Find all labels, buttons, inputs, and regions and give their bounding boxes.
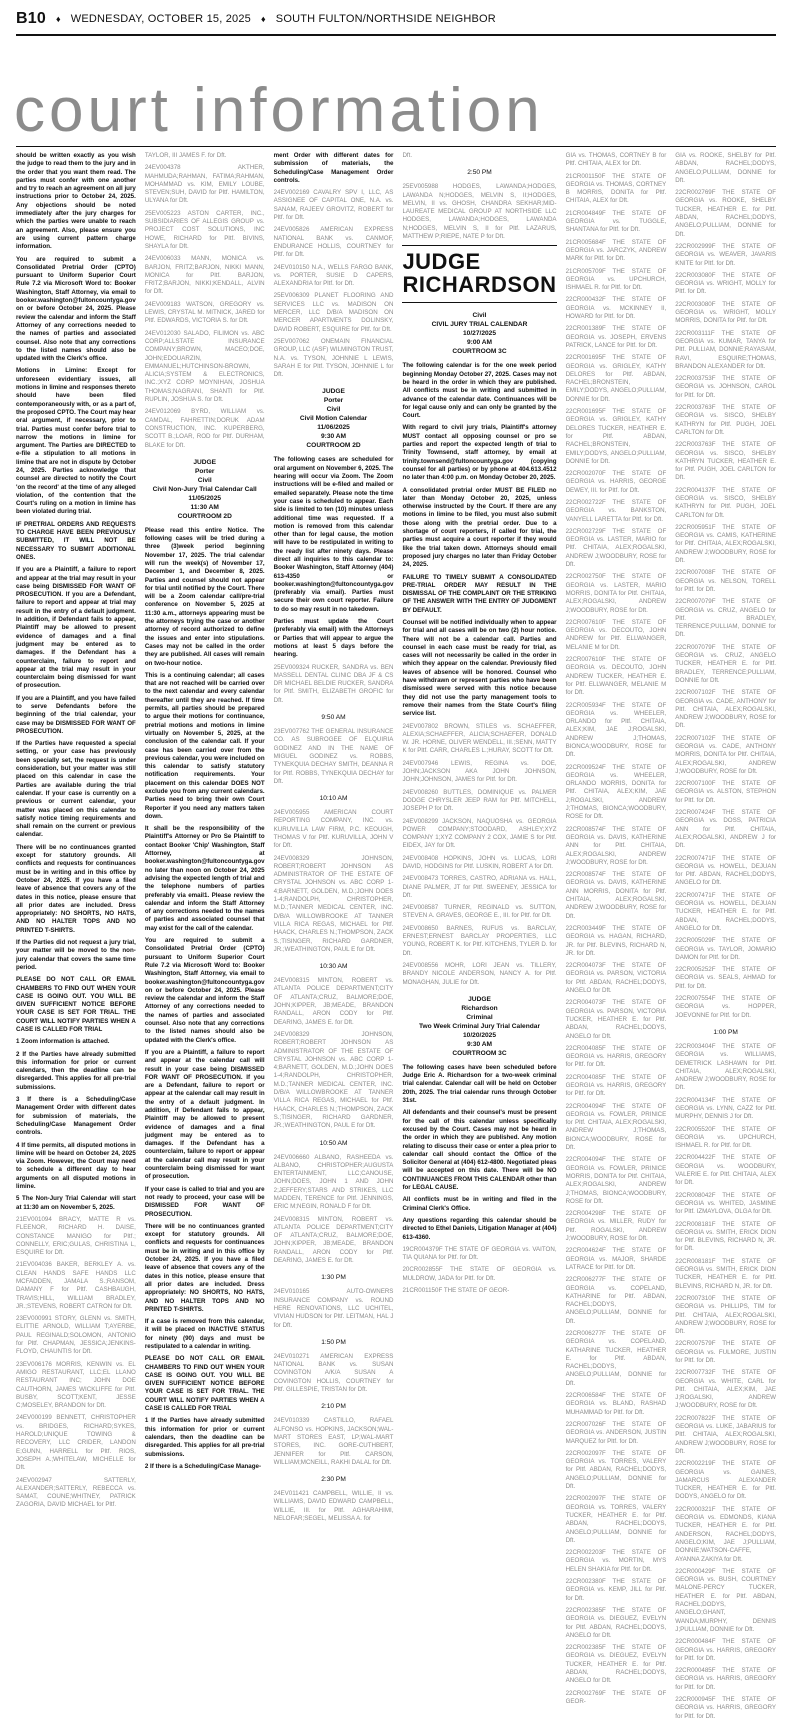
case-entry: 24EV005826 AMERICAN EXPRESS NATIONAL BANK vs. CANMOF, ENDURANCE HOLLIS, COURTNEY for Pltf. for Dft. — [273, 226, 394, 259]
paragraph: The following calendar is for the one week period beginning Monday October 27, 2025. Cases may not be heard in the order in which they are published. All conflicts must be in writing and submitted in advance of the calendar date. Continuances will be for legal cause only and can only be granted by the Court. — [402, 362, 557, 420]
case-entry: 25EV009324 RUCKER, SANDRA vs. BEN MASSELL DENTAL CLINIC DBA JF & CS DR MICHAEL BELDIE RUCKER, SANDRA for Pltf. SMITH, ELIZABETH GROFIC for Dft. — [273, 663, 394, 704]
paragraph: You are required to submit a Consolidated Pretrial Order (CPTO) pursuant to Uniform Superior Court Rule 7.2 via Microsoft Word to: Booker Washington, Staff Attorney, via email to booker.washington@fultoncountyga.gov on or before October 24, 2025. Please review the calendar and inform the Staff Attorney of any corrections needed to the names of parties and associated counsel. Also note that any corrections to the listed names should also be updated with the Clerk's office. — [144, 937, 265, 1044]
time-slot: 10:10 AM — [319, 795, 348, 803]
column-1 — [16, 152, 136, 1578]
case-entry: 22CR004085F THE STATE OF GEORGIA vs. HARRIS, GREGORY for Pltf. for Dft. — [565, 1044, 667, 1069]
calendar-heading: Civil CIVIL JURY TRIAL CALENDAR 10/27/2025 9:00 AM COURTROOM 3C — [431, 312, 528, 356]
case-entry: 21CR005709F THE STATE OF GEORGIA vs. UPCHURCH, ISHMAEL R. for Pltf. for Dft. — [565, 267, 667, 292]
case-entry: 22CR000945F THE STATE OF GEORGIA vs. HARRIS, GREGORY for Pltf. for Dft. — [675, 1695, 776, 1720]
case-entry: 22CR007100F THE STATE OF GEORGIA vs. ALSTON, STEPHON for Pltf. for Dft. — [675, 780, 776, 804]
case-entry: 22CR004094F THE STATE OF GEORGIA vs. FOWLER, PRINICE MORRIS, DONITA for Pltf. CHITAIA, ALEX;ROGALSKI, ANDREW J;THOMAS, BIONCA;WOODBURY, ROSE for Dft. — [565, 1156, 667, 1205]
paragraph: 1 If the Parties have already submitted this information for prior or current calendars, then the deadline can be disregarded. This applies for all pre-trial submissions. — [144, 1417, 265, 1458]
case-entry: 22CR001389F THE STATE OF GEORGIA vs. JOSEPH, ERVENS PATRICK, LANCE for Pltf. for Dft. — [565, 325, 667, 349]
case-entry: 22CR007554F THE STATE OF GEORGIA vs. HOPPER, JOEVONNE for Pltf. for Dft. — [675, 995, 776, 1019]
case-entry: 22CR007102F THE STATE OF GEORGIA vs. CADE, ANTHONY MORRIS, DONITA for Pltf. CHITAIA, ALEX;ROGALSKI, ANDREW J;WOODBURY, ROSE for Dft. — [675, 734, 776, 775]
paragraph: If you are a Plaintiff, a failure to report and appear at the trial may result in your case being DISMISSED FOR WANT OF PROSECUTION. If you are a Defendant, failure to report and appear at trial may result in the entry of a default judgment. In addition, if Defendant fails to appear, Plaintiff may be allowed to present evidence of damages and a final judgment may be entered as to damages. If the Defendant has a counterclaim, failure to report and appear at the trial may result in your counterclaim being dismissed for want of prosecution. — [16, 566, 136, 690]
case-entry: 24EV008329 JOHNSON, ROBERT;ROBERT JOHNSON AS ADMINISTRATOR OF THE ESTATE OF CRYSTAL JOHNSON vs. ABC CORP 1-4;BARNETT, GOLDEN, M.D.;JOHN DOES 1-4;RANDOLPH, CHRISTOPHER, M.D.;TANNER MEDICAL CENTER, INC. D/B/A WILLOWBROOKE AT TANNER VILLA RICA REGAS, MICHAEL for Pltf. HAACK, CHARLES N.;THOMPSON, ZACK S.;TISINGER, RICHARD GARDNER, JR.;WEATHINGTON, PAUL E for Dft. — [273, 1030, 394, 1130]
case-entry: 24EV008473 TORRES, CASTRO, ADRIANA vs. HALL, DIANE PALMER, JT for Pltf. SWEENEY, JESSICA for Dft. — [402, 875, 557, 899]
case-entry: 22CR002722F THE STATE OF GEORGIA vs. BANKSTON, VANYELL LARETTA for Pltf. for Dft. — [565, 498, 667, 523]
paragraph: All conflicts must be in writing and filed in the Criminal Clerk's Office. — [402, 1196, 557, 1212]
case-entry: 22CR000321F THE STATE OF GEORGIA vs. EDMONDS, KIANA TUCKER, HEATHER E. for Pltf. ANDERSON, RACHEL;DODYS, ANGELO;KIM, JAE J;PULLIAM, DONNIE;WATSON-CAFFE, AYANNA ZAKIYA for Dft. — [675, 1505, 776, 1563]
case-entry: 22CR002203F THE STATE OF GEORGIA vs. MORTIN, MYS HELEN SHAKIA for Pltf. for Dft. — [565, 1549, 667, 1573]
case-entry: 24EV012069 BYRD, WILLIAM vs. CAMDAL, FAHRETTIN;DORUK ADAM CONSTRUCTION, INC. KUPERBERG, SCOTT B.;LOAR, ROD for Pltf. DURHAM, BLAKE for Dft. — [144, 408, 265, 449]
case-entry: 22CR007610F THE STATE OF GEORGIA vs. DECOUTO, JOHN ANDREW TUCKER, HEATHER E. for Pltf. ELLWANGER, MELANIE M for Dft. — [565, 656, 667, 697]
paragraph: Motions in Limine: Except for unforeseen evidentiary issues, all motions in limine and responses thereto should have been filed contemporaneously with, or as a part of, the proposed CPTO. The Court may hear oral argument, if necessary, prior to trial. Parties must confer before trial to narrow the motions in limine for argument. The Parties are DIRECTED to e-file a stipulation to all motions in limine that are not in dispute by October 24, 2025. Parties acknowledge that counsel are directed to notify the Court 'on the record' at the time of any alleged violation, of the contention that the Court's ruling on a motion in limine has been violated during trial. — [16, 367, 136, 516]
case-entry: 22CR008574F THE STATE OF GEORGIA vs. DAVIS, KATHERINE ANN MORRIS, DONITA for Pltf. CHITAIA, ALEX;ROGALSKI, ANDREW J;WOODBURY, ROSE for Dft. — [565, 871, 667, 920]
time-slot: 1:00 PM — [713, 1028, 738, 1036]
paragraph: 4 If time permits, all disputed motions in limine will be heard on October 24, 2025 via Zoom. However, the Court may need to schedule a different day to hear arguments on all disputed motions in limine. — [16, 1141, 136, 1191]
case-entry: 21CR005684F THE STATE OF GEORGIA vs. JARCZYK, ANDREW MARK for Pltf. for Dft. — [565, 238, 667, 263]
case-entry: 22CR002385F THE STATE OF GEORGIA vs. DIEGUEZ, EVELYN TUCKER, HEATHER E. for Pltf. ABDAN, RACHEL;DODYS, ANGELO for Dft. — [565, 1644, 667, 1685]
case-entry: 22CR004137F THE STATE OF GEORGIA vs. SISCO, SHELBY KATHRYN for Pltf. PUGH, JOEL CARLTON for Dft. — [675, 486, 776, 519]
case-entry: 22CR009524F THE STATE OF GEORGIA vs. WHEELER, ORLANDO MORRIS, DONITA for Pltf. CHITAIA, ALEX;KIM, JAE J;ROGALSKI, ANDREW J;THOMAS, BIONCA;WOODBURY, ROSE for Dft. — [565, 763, 667, 821]
case-entry: 22CR007026F THE STATE OF GEORGIA vs. ANDERSON, JUSTIN MARQUEZ for Pltf. for Dft. — [565, 1420, 667, 1445]
case-entry: 22CR004624F THE STATE OF GEORGIA vs. MAJOR, SHARDE LATRACE for Pltf. for Dft. — [565, 1247, 667, 1271]
case-entry: 22CR008181F THE STATE OF GEORGIA vs. SMITH, ERICK DION for Pltf. BLEVINS, RICHARD N, JR. for Dft. — [675, 1220, 776, 1253]
case-entry: 24EV008299 JACKSON, NAQUOSHA vs. GEORGIA POWER COMPANY;STOODARD, ASHLEY;XYZ COMPANY 1;XYZ COMPANY 2 COX, JAMIE S for Pltf. EIDEX, JAY for Dft. — [402, 817, 557, 850]
paragraph: This is a continuing calendar; all cases that are not reached will be carried over to the next calendar and every calendar thereafter until they are reached. If time permits, all parties should be prepared to argue their motions for continuance, pretrial motions and motions in limine virtually on November 5, 2025, at the conclusion of the calendar call. If your case has been carried over from the previous calendar, you were included on this calendar to satisfy statutory notification requirements. Your placement on this calendar DOES NOT exclude you from any current calendars. Parties need to bring their own Court Reporter if you need any matters taken down. — [144, 671, 265, 820]
case-entry: 24EV010339 CASTILLO, RAFAEL ALFONSO vs. HOPKINS, JACKSON;WAL-MART STORES EAST, LP;WAL-MART STORES, INC. GORE-CUTHBERT, JENNIFER for Pltf. CARSON, WILLIAM;MCNEILL, RAKHI DALAL for Dft. — [273, 1417, 394, 1466]
case-entry: 24EV006660 ALBANO, RASHEEDA vs. ALBANO, CHRISTOPHER;AUGUSTA ENTERTAINMENT, LLC;CANOUSE, JOHN;DOES, JOHN 1 AND JOHN 2;JEFFERY;STARS AND STRIKES, LLC MADDEN, TERENCE for Pltf. JENNINGS, ERIC M;NEGIN, RONALD F for Dft. — [273, 1153, 394, 1211]
case-entry: 22CR006277F THE STATE OF GEORGIA vs. COPELAND, KATHARINE TUCKER, HEATHER E. for Pltf. ABDAN, RACHEL;DODYS, ANGELO;PULLIAM, DONNIE for Dft. — [565, 1330, 667, 1387]
paragraph: Please read this entire Notice. The following cases will be tried during a three (3)week period beginning November 17, 2025. The trial calendar will run the week(s) of November 17, December 1, and December 8, 2025. Parties and counsel should not appear for trial until notified by the Court. There will be a Zoom calendar call/pre-trial conference on November 5, 2025 at 11:30 a.m., attorneys appearing must be the attorneys trying the case or another attorney of record authorized to define the issues and enter into stipulations. Cases may not be called in the order they are published. All cases will remain on two-hour notice. — [144, 526, 265, 667]
case-entry: 24EV009183 WATSON, GREGORY vs. LEWIS, CRYSTAL M. MITNICK, JARED for Pltf. EDWARDS, VICTORIA S. for Dft. — [144, 300, 265, 325]
case-entry: 25EV005988 HODGES, LAWANDA;HODGES, LAWANDA N;HODGES, MELVIN S, II;HODGES, MELVIN, II vs. GHOSH, CHANDRA SEKHAR;MID-LAUREATE MEDICAL GROUP AT NORTHSIDE LLC HODGES, LAWANDA;HODGES, LAWANDA N;HODGES, MELVIN S, II for Pltf. LAZARUS, MATTHEW P;RIEPE, NATE P for Dft. — [402, 183, 557, 241]
case-entry: 22CR005934F THE STATE OF GEORGIA vs. WHEELER, ORLANDO for Pltf. CHITAIA, ALEX;KIM, JAE J;ROGALSKI, ANDREW J;THOMAS, BIONCA;WOODBURY, ROSE for Dft. — [565, 701, 667, 759]
case-entry: 22CR007424F THE STATE OF GEORGIA vs. DOSS, PATRICIA ANN for Pltf. CHITAIA, ALEX;ROGALSKI, ANDREW J for Dft. — [675, 809, 776, 850]
time-slot: 2:30 PM — [321, 1476, 346, 1484]
paragraph: If you are a Plaintiff, a failure to report and appear at the calendar call will result in your case being DISMISSED FOR WANT OF PROSECUTION. If you are a Defendant, failure to report or appear at the calendar call may result in the entry of a default judgment. In addition, if Defendant fails to appear, Plaintiff may be allowed to present evidence of damages and a final judgment may be entered as to damages. If the Defendant has a counterclaim, failure to report or appear at the calendar call may result in your counterclaim being dismissed for want of prosecution. — [144, 1048, 265, 1181]
calendar-heading: JUDGE Porter Civil Civil Motion Calendar 11/06/2025 9:30 AM COURTROOM 2D — [299, 388, 368, 450]
paragraph: It shall be the responsibility of the Plaintiff's Attorney or Pro Se Plaintiff to contact Booker 'Chip' Washington, Staff Attorney, at booker.washington@fultoncountyga.gov no later than noon on October 24, 2025 advising the expected length of trial and the telephone numbers of parties preferably via email1. Please review the calendar and inform the Staff Attorney of any corrections needed to the names of parties and associated counsel that may exist for the call of the calendar. — [144, 825, 265, 932]
case-entry: 22CR006277F THE STATE OF GEORGIA vs. COPELAND, KATHARINE for Pltf. ABDAN, RACHEL;DODYS, ANGELO;PULLIAM, DONNIE for Dft. — [565, 1276, 667, 1325]
paragraph: ment Order with different dates for submission of materials, the Scheduling/Case Management Order controls. — [273, 152, 394, 184]
case-entry: 24EV008408 HOPKINS, JOHN vs. LUCAS, LORI DAVID, HODGINS for Pltf. LUSKIN, ROBERT A for Dft. — [402, 854, 557, 870]
paragraph: 5 The Non-Jury Trial Calendar will start at 11:30 am on November 5, 2025. — [16, 1195, 136, 1211]
case-entry: 22CR003111F THE STATE OF GEORGIA vs. KUMAR, TANYA for Pltf. PULLIAM, DONNIE;RAYASAM, RAVI, ESQUIRE;THOMAS, BRANDON ALEXANDER for Dft. — [675, 329, 776, 370]
case-entry: 22CR007579F THE STATE OF GEORGIA vs. FULMORE, JUSTIN for Pltf. for Dft. — [675, 1340, 776, 1364]
case-entry: 22CR002097F THE STATE OF GEORGIA vs. TORRES, VALERY for Pltf. ABDAN, RACHEL;DODYS, ANGELO;PULLIAM, DONNIE for Dft. — [565, 1449, 667, 1491]
time-slot: 10:50 AM — [319, 1139, 348, 1147]
case-entry: 24EV002947 SATTERLY, ALEXANDER;SATTERLY, REBECCA vs. SAMAT, COUNE;WHITNEY, PATRICK ZAGORIA, DAVID MICHAEL for Pltf. — [16, 1476, 136, 1509]
case-entry: 22CR005520F THE STATE OF GEORGIA vs. UPCHURCH, ISHMAEL R. for Pltf. for Dft. — [675, 1125, 776, 1150]
case-entry: 22CR002999F THE STATE OF GEORGIA vs. WEAVER, JAVARIS KNITE for Pltf. for Dft. — [675, 242, 776, 267]
case-entry: GIA vs. THOMAS, CORTNEY B for Pltf. CHITAIA, ALEX for Dft. — [565, 152, 667, 168]
case-entry: 22CR004422F THE STATE OF GEORGIA vs. WOODBURY, VALERIE E. for Pltf. CHITAIA, ALEX for Dft. — [675, 1154, 776, 1187]
paragraph: Counsel will be notified individually when to appear for trial and all cases will be on two (2) hour notice. There will not be a calendar call. Parties and counsel in each case must be ready for trial, as cases will not necessarily be called in the order in which they appear on the calendar. Previously filed leaves of absence will be honored. Counsel who have withdrawn or represent parties who have been dismissed were served with this notice because they did not use the party management tools to remove their names from the State Court's filing service list. — [402, 618, 557, 718]
case-entry: 22CR003080F THE STATE OF GEORGIA vs. WRIGHT, MOLLY for Pltf. for Dft. — [675, 271, 776, 296]
case-entry: 22CR005951F THE STATE OF GEORGIA vs. CAMIS, KATHERINE for Pltf. CHITAIA, ALEX;ROGALSKI, ANDREW J;WOODBURY, ROSE for Dft. — [675, 523, 776, 565]
paragraph: If the Parties have requested a special setting, or your case has previously been specially set, the request is under consideration, but your matter was still placed on this calendar in case the Parties are available during the trial calendar. If your case is currently on a previous or current calendar, your matter was placed on this calendar to satisfy notice timing requirements and shall remain on the current or previous calendar. — [16, 740, 136, 839]
case-entry: 22CR000484F THE STATE OF GEORGIA vs. HARRIS, GREGORY for Pltf. for Dft. — [675, 1638, 776, 1662]
paper-name: SOUTH FULTON/NORTHSIDE NEIGHBOR — [275, 13, 496, 25]
case-entry: 24EV011421 CAMPBELL, WILLIE, II vs. WILLIAMS, DAVID EDWARD CAMPBELL, WILLIE, III. for Pltf. AGHARAHIMI, NELOFAR;SEGEL, MELISSA A. for — [273, 1490, 394, 1522]
case-entry: 22CR004073F THE STATE OF GEORGIA vs. PARSON, VICTORIA for Pltf. ABDAN, RACHEL;DODYS, ANGELO for Dft. — [565, 962, 667, 995]
case-entry: 22CR008181F THE STATE OF GEORGIA vs. SMITH, ERICK DION TUCKER, HEATHER E. for Pltf. BLEVINS, RICHARD N, JR. for Dft. — [675, 1257, 776, 1290]
paragraph: PLEASE DO NOT CALL OR EMAIL CHAMBERS TO FIND OUT WHEN YOUR CASE IS GOING OUT. YOU WILL BE GIVEN SUFFICIENT NOTICE BEFORE YOUR CASE IS SET FOR TRIAL. THE COURT WILL NOTIFY PARTIES WHEN A CASE IS CALLED FOR TRIAL — [144, 1355, 265, 1413]
column-5 — [565, 152, 667, 1705]
divider — [402, 245, 556, 246]
case-entry: 25EV005223 ASTON CARTER, INC., SUBSIDIARIES OF ALLEGIS GROUP vs. PROJECT COST SOLUTIONS, INC HOWE, RICHARD for Pltf. BIVINS, SHAYLA for Dft. — [144, 209, 265, 250]
case-entry: 22CR001695F THE STATE OF GEORGIA vs. GRIGLEY, KATHY DELORES TUCKER, HEATHER E. for Pltf. ABDAN, RACHEL;BRONSTEIN, EMILY;DODYS, ANGELO;PULLIAM, DONNIE for Dft. — [565, 408, 667, 465]
case-entry: 22CR002769F THE STATE OF GEORGIA vs. ROOKE, SHELBY TUCKER, HEATHER E. for Pltf. ABDAN, RACHEL;DODYS, ANGELO;PULLIAM, DONNIE for Dft. — [675, 189, 776, 238]
case-entry: 22CR007822F THE STATE OF GEORGIA vs. LUKE, JABARIUS for Pltf. CHITAIA, ALEX;ROGALSKI, ANDREW J;WOODBURY, ROSE for Dft. — [675, 1414, 776, 1455]
case-entry: 22CR002769F THE STATE OF GEOR- — [565, 1689, 667, 1705]
paragraph: PLEASE DO NOT CALL OR EMAIL CHAMBERS TO FIND OUT WHEN YOUR CASE IS GOING OUT. YOU WILL BE GIVEN SUFFICIENT NOTICE BEFORE YOUR CASE IS SET FOR TRIAL. THE COURT WILL NOTIFY PARTIES WHEN A CASE IS CALLED FOR TRIAL — [16, 976, 136, 1033]
case-entry: 22CR006584F THE STATE OF GEORGIA vs. BLAND, RASHAD MUHAMMAD for Pltf. for Dft. — [565, 1392, 667, 1416]
case-entry: 24EV005955 AMERICAN COURT REPORTING COMPANY, INC. vs. KURUVILLA LAW FIRM, P.C. KEOUGH, THOMAS V for Pltf. KURUVILLA, JOHN V for Dft. — [273, 809, 394, 850]
case-entry: 22CR007008F THE STATE OF GEORGIA vs. NELSON, TORELL for Pltf. for Dft. — [675, 569, 776, 593]
title-rule — [16, 146, 776, 147]
case-entry: 24EV008260 BUTTLES, DOMINIQUE vs. PALMER DODGE CHRYSLER JEEP RAM for Pltf. MITCHELL, JOSEPH P for Dft. — [402, 788, 557, 813]
case-entry: 22CR002380F THE STATE OF GEORGIA vs. KEMP, JILL for Pltf. for Dft. — [565, 1578, 667, 1602]
case-entry: 24EV008587 TURNER, REGINALD vs. SUTTON, STEVEN A. GRAVES, GEORGE E., III. for Pltf. for Dft. — [402, 904, 557, 920]
paragraph: IF PRETRIAL ORDERS AND REQUESTS TO CHARGE HAVE BEEN PREVIOUSLY SUBMITTED, IT WILL NOT BE NECESSARY TO SUBMIT ADDITIONAL ONES. — [16, 520, 136, 561]
case-entry: 22CR002729F THE STATE OF GEORGIA vs. LASTER, MARIO for Pltf. CHITAIA, ALEX;ROGALSKI, ANDREW J;WOODBURY, ROSE for Dft. — [565, 527, 667, 569]
paragraph: If your case is called to trial and you are not ready to proceed, your case will be DISMISSED FOR WANT OF PROSECUTION. — [144, 1185, 265, 1218]
case-entry: 25EV006309 PLANET FLOORING AND SERVICES LLC vs. MADISON ON MERCER, LLC D/B/A MADISON ON MERCER APARTMENTS DOLINSKY, DAVID ROBERT, ESQUIRE for Pltf. for Dft. — [273, 292, 394, 333]
page-number: B10 — [16, 10, 46, 27]
case-entry: 22CR005252F THE STATE OF GEORGIA vs. SEALS, AHMAD for Pltf. for Dft. — [675, 966, 776, 990]
time-slot: 9:50 AM — [321, 714, 346, 722]
case-entry: 22CR003763F THE STATE OF GEORGIA vs. SISCO, SHELBY KATHRYN for Pltf. PUGH, JOEL CARLTON for Dft. — [675, 404, 776, 436]
case-entry: 24EV004378 AKTHER, MAHMUDA;RAHMAN, FATIMA;RAHMAN, MOHAMMAD vs. KIM, EMILY LOUBE, STEVEN;SUH, DAVID for Pltf. HAMILTON, ULYANA for Dft. — [144, 164, 265, 205]
diamond-icon: ♦ — [261, 14, 266, 24]
case-entry: 24EV002169 CAVALRY SPV I, LLC, AS ASSIGNEE OF CAPITAL ONE, N.A. vs. SANAM, RAJEEV GROVITZ, ROBERT for Pltf. for Dft. — [273, 189, 394, 222]
paragraph: If the Parties did not request a jury trial, your matter will be moved to the non-jury calendar that covers the same time period. — [16, 939, 136, 971]
case-entry: 22CR007079F THE STATE OF GEORGIA vs. CRUZ, ANGELO for Pltf. BRADLEY, TERRENCE;PULLIAM, DONNIE for Dft. — [675, 598, 776, 639]
section-title: court information — [14, 76, 544, 145]
case-entry: GIA vs. ROOKE, SHELBY for Pltf. ABDAN, RACHEL;DODYS, ANGELO;PULLIAM, DONNIE for Dft. — [675, 152, 776, 184]
calendar-heading: JUDGE Porter Civil Civil Non-Jury Trial Calendar Call 11/05/2025 11:30 AM COURTROOM 2D — [152, 458, 257, 520]
case-entry: 24EV010271 AMERICAN EXPRESS NATIONAL BANK vs. SUSAN COVINGTON A/K/A SUSAN A COVINGTON HOLLIS, COURTNEY for Pltf. GILLESPIE, TRISTAN for Dft. — [273, 1352, 394, 1394]
case-entry: 22CR003404F THE STATE OF GEORGIA vs. WILLIAMS, DEMETRICK LASHAWN for Pltf. CHITAIA, ALEX;ROGALSKI, ANDREW J;WOODBURY, ROSE for Dft. — [675, 1042, 776, 1092]
case-entry: 22CR002219F THE STATE OF GEORGIA vs. GAINES, JAMARCUS ALEXANDER TUCKER, HEATHER E. for Pltf. DODYS, ANGELO for Dft. — [675, 1460, 776, 1501]
case-entry: 23EV000991 STORY, GLENN vs. SMITH, ELITTIE ARNOLD, WILLIAM T;AYERBE, PAUL REGINALD;SOLOMON, ANTONIO for Pltf. CHAPMAN, JESSICA;JENKINS-FLOYD, CHAUNTIS for Dft. — [16, 1315, 136, 1356]
case-entry: 22CR000485F THE STATE OF GEORGIA vs. HARRIS, GREGORY for Pltf. for Dft. — [675, 1667, 776, 1691]
time-slot: 1:50 PM — [321, 1338, 346, 1346]
case-entry: 22CR004134F THE STATE OF GEORGIA vs. LYNN, CAZZ for Pltf. MURPHY, DENNIS J for Dft. — [675, 1096, 776, 1121]
case-entry: 21EV001094 BRACY, MATTE R vs. FLEENOR, RICHARD H. DAISE, CONSTANCE MANIGO for Pltf.; CONNELLY, ERIC;GULAS, CHRISTINA L, ESQUIRE for Dft. — [16, 1215, 136, 1257]
case-entry: 22CR004085F THE STATE OF GEORGIA vs. HARRIS, GREGORY for Pltf. for Dft. — [565, 1073, 667, 1098]
paragraph: If you are a Plaintiff, and you have failed to serve Defendants before the beginning of the trial calendar, your case may be DISMISSED FOR WANT OF PROSECUTION. — [16, 694, 136, 735]
case-entry: 24EV007946 LEWIS, REGINA vs. DOE, JOHN;JACKSON AKA JOHN JOHNSON, JOHN;JOHNSON, JAMES for Pltf. for Dft. — [402, 759, 557, 784]
case-entry: 23EV006176 MORRIS, KENWIN vs. EL AMIGO RESTAURANT, LLC;EL LLANO RESTAURANT INC; JOHN DOE CAUTHORN, JAMES WICKLIFFE for Pltf. BUSBY, SCOTT;KENT, JESSE C;MOSELEY, BRANDON for Dft. — [16, 1360, 136, 1410]
paragraph: Any questions regarding this calendar should be directed to Ethel Daniels, Litigation Manager at (404) 613-4360. — [402, 1216, 557, 1241]
case-entry: 24EV000199 BENNETT, CHRISTOPHER vs. BRIDGES, RICHARD;SYKES, HAROLD;UNIQUE TOWING & RECOVERY, LLC CRIDER, LANDON E;GUNN, HARRELL for Pltf. RIOS, JOSEPH A.;WHITELAW, MICHELLE for Dft. — [16, 1414, 136, 1472]
column-4 — [402, 152, 556, 1578]
paragraph: A consolidated pretrial order MUST BE FILED no later than Monday October 20, 2025, unless otherwise instructed by the Court. If there are any motions in limine to be filed, you must also submit those along with the pretrial order. Due to a shortage of court reporters, if called for trial, the parties must acquire a court reporter if they would like the trial taken down. Attorneys should email proposed jury charges no later than Friday October 24, 2025. — [402, 486, 557, 569]
paragraph: Parties must update the Court (preferably via email) with the Attorneys or Parties that will appear to argue the motions at least 5 days before the hearing. — [273, 618, 394, 659]
case-entry: 22CR002750F THE STATE OF GEORGIA vs. LASTER, MARIO MORRIS, DONITA for Pltf. CHITAIA, ALEX;ROGALSKI, ANDREW J;WOODBURY, ROSE for Dft. — [565, 573, 667, 614]
case-entry: 25EV007062 ONEMAIN FINANCIAL GROUP, LLC (ASF) WILMINGTON TRUST, N.A. vs. TYSON, JOHNNIE L LEWIS, SARAH E for Pltf. TYSON, JOHNNIE L for Dft. — [273, 337, 394, 379]
case-entry: 24EV008315 MINTON, ROBERT vs. ATLANTA POLICE DEPARTMENT;CITY OF ATLANTA;CRUZ, BALMORE;DOE, JOHN;KIPPER, JB;MEADE, BRANDON RANDALL, ARON CODY for Pltf. DEARING, JAMES E. for Dft. — [273, 1215, 394, 1265]
paragraph: All defendants and their counsel's must be present for the call of this calendar unless specifically excused by the Court. Cases may not be heard in the order in which they are published. Any motion relating to discuss their case or enter a plea prior to calendar call should contact the Office of the Solicitor General at (404) 612-4800. Negotiated pleas will be accepted on this date. There will be NO CONTINUANCES FROM THIS CALENDAR other than for LEGAL CAUSE. — [402, 1109, 557, 1192]
case-entry: 24EV010150 N.A., WELLS FARGO BANK, vs. PORTER, SUSIE D CAPERS, ALEXANDRIA for Pltf. for Dft. — [273, 263, 394, 288]
case-entry: 24EV008315 MINTON, ROBERT vs. ATLANTA POLICE DEPARTMENT;CITY OF ATLANTA;CRUZ, BALMORE;DOE, JOHN;KIPPER, JB;MEADE, BRANDON RANDALL, ARON CODY for Pltf. DEARING, JAMES E. for Dft. — [273, 977, 394, 1026]
case-entry: 20CR002855F THE STATE OF GEORGIA vs. MULDROW, JADA for Pltf. for Dft. — [402, 1266, 557, 1282]
paragraph: 2 If there is a Scheduling/Case Manage- — [144, 1462, 262, 1470]
case-entry: 24EV008650 BARNES, RUFUS vs. BARCLAY, ERNEST;ERNEST BARCLAY PROPERTIES, LLC YOUNG, ROBERT K. for Pltf. KITCHENS, TYLER D. for Dft. — [402, 924, 557, 957]
case-entry: 24EV008556 MOHR, LORI JEAN vs. TILLERY, BRANDY NICOLE ANDERSON, NANCY A. for Pltf. MONAGHAN, JULIE for Dft. — [402, 961, 557, 986]
case-entry: 21EV004036 BAKER, BERKLEY A. vs. CLEAN HANDS SAFE HANDS LLC MCFADDEN, JAMALA S.;RANSOM, DAMANY F for Pltf. CASHBAUGH, TRAVIS;HILL, WILLIAM BRADLEY, JR.;STEVENS, ROBERT CATRON for Dft. — [16, 1261, 136, 1310]
column-6 — [675, 152, 776, 1720]
case-entry: 22CR000432F THE STATE OF GEORGIA vs. MCKINNEY II, HOWARD for Pltf. for Dft. — [565, 296, 667, 321]
article-columns — [16, 152, 776, 1720]
paragraph: 1 Zoom information is attached. — [16, 1038, 110, 1046]
case-entry: 24EV007802 BROWN, STILES vs. SCHAEFFER, ALEXIA;SCHAEFFER, ALICIA;SCHAEFER, DONALD W. JR. HORNE, OLIVER WENDELL, III.;SENN, MATTY K for Pltf. CARR, CHARLES L.;HURAY, SCOTT for Dft. — [402, 722, 557, 755]
paragraph: There will be no continuances granted except for statutory grounds. All conflicts and requests for continuances must be in writing and in this office by October 24, 2025. If you have a filed leave of absence that covers any of the dates in this notice, please ensure that all prior dates are included. Dress appropriately: NO SHORTS, NO HATS, AND NO HALTER TOPS AND NO PRINTED T-SHIRTS. — [144, 1222, 265, 1313]
case-entry: TAYLOR, III JAMES F. for Dft. — [144, 152, 227, 159]
calendar-heading: JUDGE Richardson Criminal Two Week Criminal Jury Trial Calendar 10/20/2025 9:30 AM COURTROOM 3C — [418, 995, 541, 1057]
case-entry: 22CR003763F THE STATE OF GEORGIA vs. SISCO, SHELBY KATHRYN TUCKER, HEATHER E. for Pltf. PUGH, JOEL CARLTON for Dft. — [675, 441, 776, 482]
paragraph: FAILURE TO TIMELY SUBMIT A CONSOLIDATED PRE-TRIAL ORDER MAY RESULT IN THE DISMISSAL OF THE COMPLAINT OR THE STRIKING OF THE ANSWER WITH THE ENTRY OF JUDGMENT BY DEFAULT. — [402, 573, 557, 614]
case-entry: 21CR004849F THE STATE OF GEORGIA vs. TUGGLE, SHANTANA for Pltf. for Dft. — [565, 209, 667, 234]
case-entry: 21CR001150F THE STATE OF GEOR- — [402, 1286, 510, 1294]
case-entry: 22CR008574F THE STATE OF GEORGIA vs. DAVIS, KATHERINE ANN for Pltf. CHITAIA, ALEX;ROGALSKI, ANDREW J;WOODBURY, ROSE for Dft. — [565, 825, 667, 866]
case-entry: 22CR001695F THE STATE OF GEORGIA vs. GRIGLEY, KATHY DELORES for Pltf. ABDAN, RACHEL;BRONSTEIN, EMILY;DODYS, ANGELO;PULLIAM, DONNIE for Dft. — [565, 354, 667, 403]
time-slot: 10:30 AM — [319, 963, 348, 971]
case-entry: 22CR003449F THE STATE OF GEORGIA vs. HAGAN, RICHARD, JR. for Pltf. BLEVINS, RICHARD N, JR. for Dft. — [565, 924, 667, 957]
paragraph: You are required to submit a Consolidated Pretrial Order (CPTO) pursuant to Uniform Superior Court Rule 7.2 via Microsoft Word to: Booker Washington, Staff Attorney, via email to booker.washington@fultoncountyga.gov on or before October 24, 2025. Please review the calendar and inform the Staff Attorney of any corrections needed to the names of parties and associated counsel. Also note that any corrections to the listed names should also be updated with the Clerk's office. — [16, 255, 136, 363]
case-entry: 21CR001150F THE STATE OF GEORGIA vs. THOMAS, CORTNEY B MORRIS, DONITA for Pltf. CHITAIA, ALEX for Dft. — [565, 172, 667, 205]
case-entry: 22CR004094F THE STATE OF GEORGIA vs. FOWLER, PRINICE for Pltf. CHITAIA, ALEX;ROGALSKI, ANDREW J;THOMAS, BIONCA;WOODBURY, ROSE for Dft. — [565, 1102, 667, 1152]
case-entry: 24EV010165 AUTO-OWNERS INSURANCE COMPANY vs. ROUND HERE RENOVATIONS, LLC UCHITEL, VIVIAN HUDSON for Pltf. LEITMAN, HAL J for Dft. — [273, 1288, 394, 1329]
case-entry: 24EV008329 JOHNSON, ROBERT;ROBERT JOHNSON AS ADMINISTRATOR OF THE ESTATE OF CRYSTAL JOHNSON vs. ABC CORP 1-4;BARNETT, GOLDEN, M.D.;JOHN DOES 1-4;RANDOLPH, CHRISTOPHER, M.D.;TANNER MEDICAL CENTER, INC. D/B/A WILLOWBROOKE AT TANNER VILLA RICA REGAS, MICHAEL for Pltf. HAACK, CHARLES N.;THOMPSON, ZACK S.;TISINGER, RICHARD GARDNER, JR.;WEATHINGTON, PAUL E for Dft. — [273, 854, 394, 953]
case-entry: 22CR007310F THE STATE OF GEORGIA vs. PHILLIPS, TIM for Pltf. CHITAIA, ALEX;ROGALSKI, ANDREW J;WOODBURY, ROSE for Dft. — [675, 1294, 776, 1336]
paragraph: 2 If the Parties have already submitted this information for prior or current calendars, then the deadline can be disregarded. This applies for all pre-trial submissions. — [16, 1050, 136, 1091]
case-entry: 23EV007762 THE GENERAL INSURANCE CO. AS SUBROGEE OF ELQUIRIA GODINEZ AND IN THE NAME OF MIGUEL GODINEZ vs. ROBBS, TYNEKQUIA DECHAY SMITH, DEANNA R for Pltf. ROBBS, TYNEKQUIA DECHAY for Dft. — [273, 728, 394, 785]
case-entry: 22CR002097F THE STATE OF GEORGIA vs. TORRES, VALERY TUCKER, HEATHER E. for Pltf. ABDAN, RACHEL;DODYS, ANGELO;PULLIAM, DONNIE for Dft. — [565, 1495, 667, 1544]
case-entry: 22CR005029F THE STATE OF GEORGIA vs. TAYLOR, JOMARIO DAMON for Pltf. for Dft. — [675, 937, 776, 961]
case-entry: 22CR004073F THE STATE OF GEORGIA vs. PARSON, VICTORIA TUCKER, HEATHER E. for Pltf. ABDAN, RACHEL;DODYS, ANGELO for Dft. — [565, 999, 667, 1040]
case-entry: Dft. — [402, 152, 413, 159]
case-entry: 24EV006033 MANN, MONICA vs. BARJON, FRITZ;BARJON, NIKKI MANN, MONICA for Pltf. BARJON, FRITZ;BARJON, NIKKI;KENDALL, ALVIN for Dft. — [144, 255, 265, 296]
paragraph: There will be no continuances granted except for statutory grounds. All conflicts and requests for continuances must be in writing and in this office by October 24, 2025. If you have a filed leave of absence that covers any of the dates in this notice, please ensure that all prior dates are included. Dress appropriately: NO SHORTS, NO HATS, AND NO HALTER TOPS AND NO PRINTED T-SHIRTS. — [16, 843, 136, 934]
paragraph: The following cases are scheduled for oral argument on November 6, 2025. The hearing will occur via Zoom. The Zoom instructions will be e-filed and mailed or emailed separately. Please note the time your case is scheduled to appear. Each side is limited to ten (10) minutes unless additional time was requested. If a motion is removed from this calendar other than for legal cause, the motion will have to be restipulated in writing to the ready list after ninety days. Please direct all inquiries to this calendar to: Booker Washington, Staff Attorney (404) 613-4350 or booker.washington@fultoncountyga.gov (preferably via email). Parties must secure their own court reporter. Failure to do so may result in no takedown. — [273, 456, 394, 613]
case-entry: 22CR007079F THE STATE OF GEORGIA vs. CRUZ, ANGELO TUCKER, HEATHER E. for Pltf. BRADLEY, TERRENCE;PULLIAM, DONNIE for Dft. — [675, 643, 776, 684]
time-slot: 2:50 PM — [467, 169, 492, 177]
case-entry: 19CR004379F THE STATE OF GEORGIA vs. VAITON, TIA QUIANA for Pltf. for Dft. — [402, 1245, 557, 1262]
case-entry: 22CR002385F THE STATE OF GEORGIA vs. DIEGUEZ, EVELYN for Pltf. ABDAN, RACHEL;DODYS, ANGELO for Dft. — [565, 1606, 667, 1639]
case-entry: 22CR002070F THE STATE OF GEORGIA vs. HARRIS, GEORGE DEWEY, III. for Pltf. for Dft. — [565, 470, 667, 494]
time-slot: 1:30 PM — [321, 1274, 346, 1282]
paragraph: With regard to civil jury trials, Plaintiff's attorney MUST contact all opposing counsel or pro se parties and report the expected length of trial to Trinity Townsend, staff attorney, by email at trinity.townsend@fultoncountyga.gov (copying counsel for all parties) or by phone at 404.613.4512 no later than 4:00 p.m. on Monday October 20, 2025. — [402, 424, 557, 482]
case-entry: 22CR007610F THE STATE OF GEORGIA vs. DECOUTO, JOHN ANDREW for Pltf. ELLWANGER, MELANIE M for Dft. — [565, 618, 667, 651]
case-entry: 22CR008042F THE STATE OF GEORGIA vs. WHITED, JASMINE for Pltf. IZMAYLOVA, OLGA for Dft. — [675, 1191, 776, 1216]
paragraph: 3 If there is a Scheduling/Case Management Order with different dates for submission of materials, the Scheduling/Case Management Order controls. — [16, 1096, 136, 1137]
paragraph: should be written exactly as you wish the judge to read them to the jury and in the order that you want them read. The parties must confer with one another and try to reach an agreement on all jury instructions prior to October 24, 2025. Any objections should be noted immediately after the jury charges for which the parties were unable to reach an agreement. Also, please ensure you are using current pattern charge information. — [16, 152, 136, 251]
paragraph: If a case is removed from this calendar, it will be placed on INACTIVE STATUS for ninety (90) days and must be restipulated to a calendar in writing. — [144, 1318, 265, 1350]
case-entry: 24EV012030 SALADO, FILIMON vs. ABC CORP;ALLSTATE INSURANCE COMPANY;BROWN, MACEO;DOE, JOHN;EDOUARZIN, EMMANUEL;HUTCHINSON-BROWN, ALICIA;SYSTEM & ELECTRONICS, INC.;XYZ CORP MOYNIHAN, JOSHUA THOMAS;NAGRANI, SHANTI for Pltf. RUPLIN, JOSHUA S. for Dft. — [144, 329, 265, 404]
judge-heading: JUDGE RICHARDSON — [402, 249, 557, 298]
case-entry: 22CR007102F THE STATE OF GEORGIA vs. CADE, ANTHONY for Pltf. CHITAIA, ALEX;ROGALSKI, ANDREW J;WOODBURY, ROSE for Dft. — [675, 689, 776, 730]
case-entry: 22CR003080F THE STATE OF GEORGIA vs. WRIGHT, MOLLY MORRIS, DONITA for Pltf. for Dft. — [675, 300, 776, 325]
column-3 — [274, 152, 394, 1578]
issue-date: WEDNESDAY, OCTOBER 15, 2025 — [70, 13, 251, 25]
header-rule — [16, 34, 776, 36]
page-header — [16, 8, 776, 30]
column-2 — [145, 152, 265, 1578]
paragraph: The following cases have been scheduled before Judge Eric A. Richardson for a two-week criminal trial calendar. Calendar call will be held on October 20th, 2025. The trial calendar runs through October 31st. — [402, 1063, 557, 1105]
case-entry: 22CR000429F THE STATE OF GEORGIA vs. BUSH, COURTNEY MALONE-PERCY TUCKER, HEATHER E. for Pltf. ABDAN, RACHEL;DODYS, ANGELO;GHANT, WANDA;MURPHY, DENNIS J;PULLIAM, DONNIE for Dft. — [675, 1567, 776, 1633]
time-slot: 2:10 PM — [321, 1403, 346, 1411]
case-entry: 22CR007471F THE STATE OF GEORGIA vs. HOWELL, DEJUAN TUCKER, HEATHER E. for Pltf. ABDAN, RACHEL;DODYS, ANGELO for Dft. — [675, 891, 776, 932]
case-entry: 22CR004298F THE STATE OF GEORGIA vs. MILLER, RUDY for Pltf. ROGALSKI, ANDREW J;WOODBURY, ROSE for Dft. — [565, 1210, 667, 1243]
diamond-icon: ♦ — [55, 14, 61, 24]
case-entry: 22CR003753F THE STATE OF GEORGIA vs. JOHNSON, CAROL for Pltf. for Dft. — [675, 375, 776, 399]
case-entry: 22CR007732F THE STATE OF GEORGIA vs. WHITE, CARL for Pltf. CHITAIA, ALEX;KIM, JAE J;ROGALSKI, ANDREW J;WOODBURY, ROSE for Dft. — [675, 1369, 776, 1410]
divider — [402, 302, 556, 303]
case-entry: 22CR007471F THE STATE OF GEORGIA vs. HOWELL, DEJUAN for Pltf. ABDAN, RACHEL;DODYS, ANGELO for Dft. — [675, 854, 776, 887]
